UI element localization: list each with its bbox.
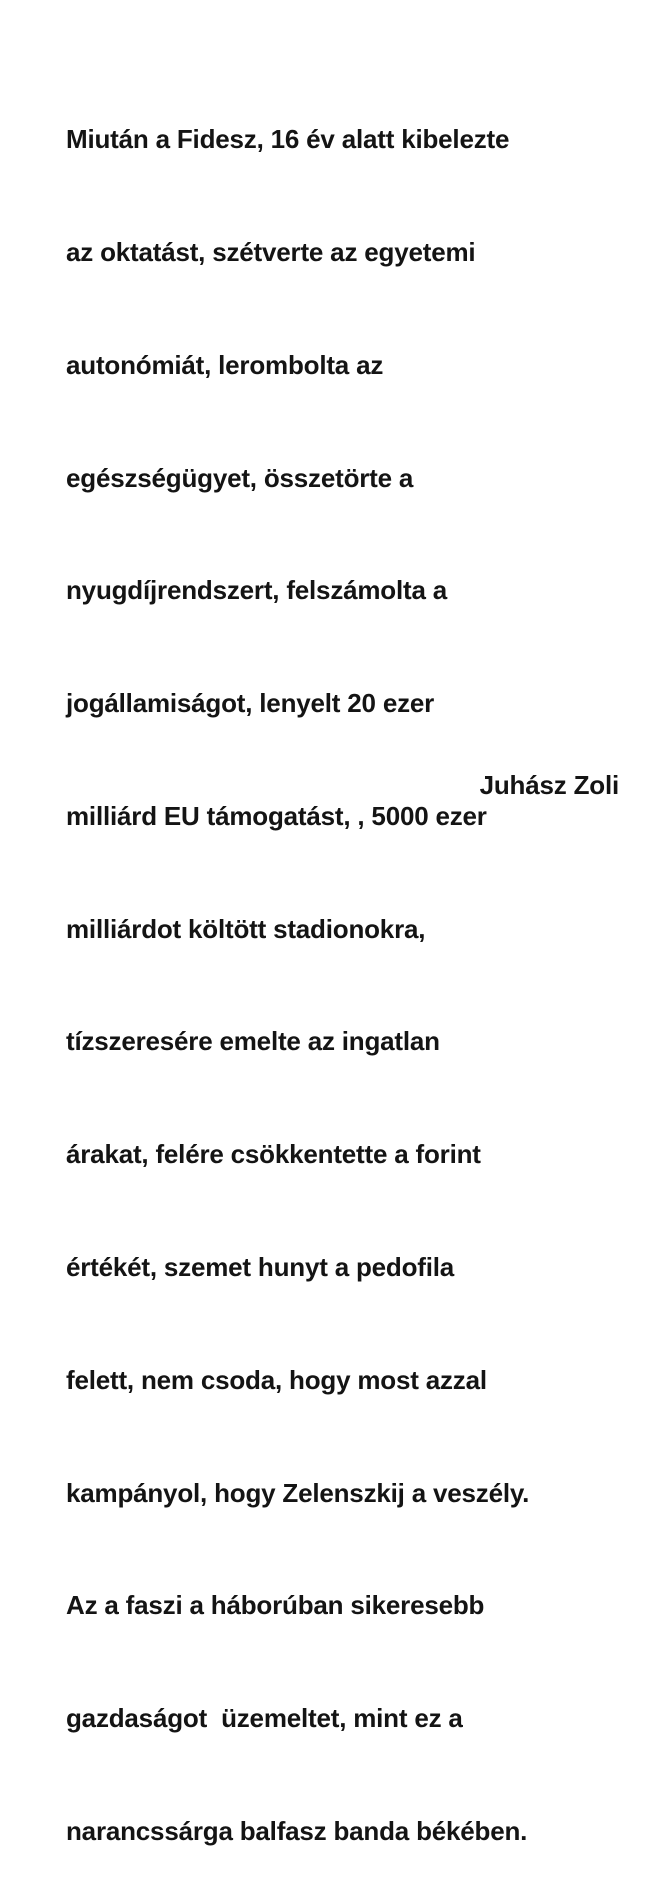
quote-line: tízszeresére emelte az ingatlan (66, 1026, 440, 1057)
quote-line: gazdaságot üzemeltet, mint ez a (66, 1703, 463, 1734)
quote-line: kampányol, hogy Zelenszkij a veszély. (66, 1477, 530, 1508)
quote-line: Az a faszi a háborúban sikeresebb (66, 1590, 485, 1621)
quote-line: felett, nem csoda, hogy most azzal (66, 1364, 487, 1395)
quote-line: értékét, szemet hunyt a pedofila (66, 1252, 455, 1282)
quote-line: jogállamiságot, lenyelt 20 ezer (66, 688, 435, 719)
quote-line: milliárd EU támogatást, , 5000 ezer (66, 800, 487, 831)
quote-line: autonómiát, lerombolta az (66, 349, 384, 380)
quote-line: egészségügyet, összetörte a (66, 462, 414, 493)
quote-line: nyugdíjrendszert, felszámolta a (66, 575, 448, 606)
quote-line: narancssárga balfasz banda békében. (66, 1815, 528, 1846)
quote-line: az oktatást, szétverte az egyetemi (66, 236, 476, 267)
quote-line: milliárdot költött stadionokra, (66, 913, 426, 944)
quote-text (66, 46, 646, 1888)
author-signature: Juhász Zoli (479, 770, 619, 800)
quote-line: Miután a Fidesz, 16 év alatt kibelezte (66, 124, 510, 155)
quote-line: árakat, felére csökkentette a forint (66, 1139, 481, 1170)
